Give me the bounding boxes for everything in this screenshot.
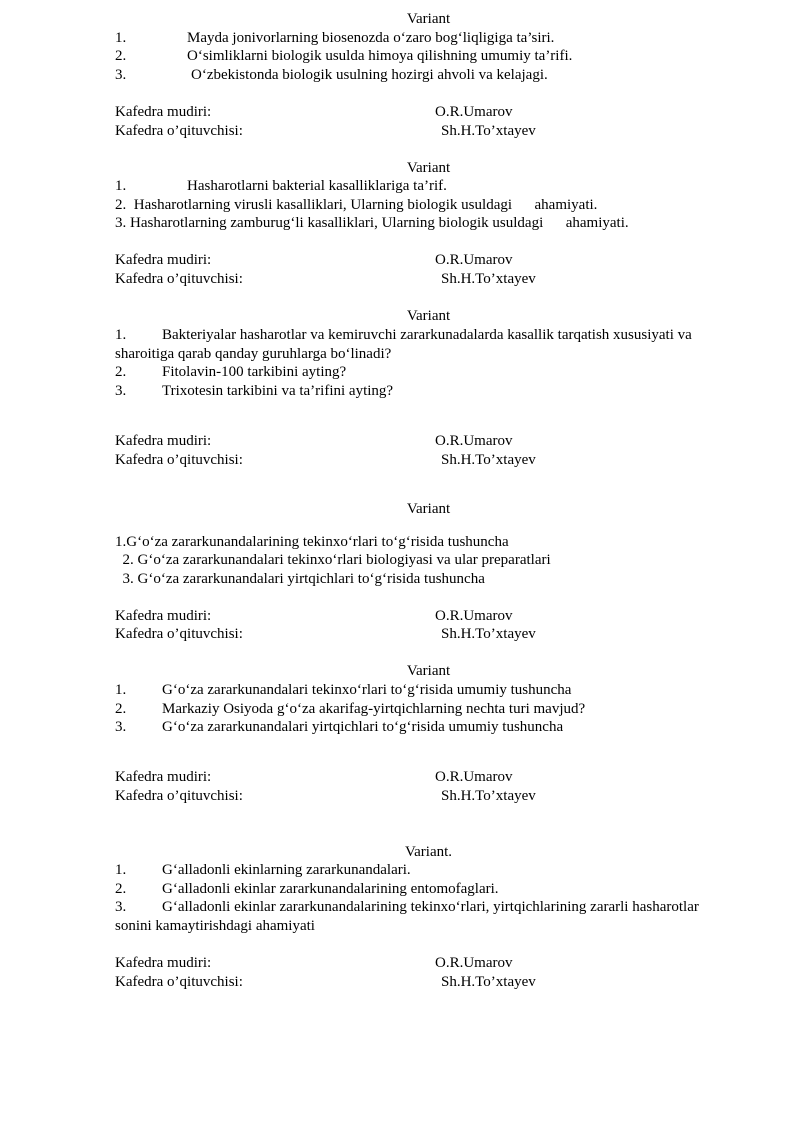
head-name: O.R.Umarov <box>435 252 513 268</box>
item-number: 2. <box>115 881 127 897</box>
head-label: Kafedra mudiri: <box>115 608 212 624</box>
teacher-label: Kafedra o’qituvchisi: <box>115 974 243 990</box>
variant-title: Variant <box>406 11 451 27</box>
teacher-name: Sh.H.To’xtayev <box>441 271 536 287</box>
item-line: 2. Hasharotlarning virusli kasalliklari, Ularning biologik usuldagi ahamiyati. <box>115 197 598 213</box>
item-text: Mayda jonivorlarning biosenozda o‘zaro bog‘liqligiga ta’siri. <box>187 30 555 46</box>
item-text: Markaziy Osiyoda g‘o‘za akarifag-yirtqichlarning nechta turi mavjud? <box>162 701 586 717</box>
teacher-name: Sh.H.To’xtayev <box>441 626 536 642</box>
teacher-label: Kafedra o’qituvchisi: <box>115 626 243 642</box>
head-label: Kafedra mudiri: <box>115 769 212 785</box>
teacher-label: Kafedra o’qituvchisi: <box>115 271 243 287</box>
variant-title: Variant <box>406 160 451 176</box>
item-text: Hasharotlarni bakterial kasalliklariga ta’rif. <box>187 178 447 194</box>
variant-title: Variant <box>406 501 451 517</box>
item-number: 1. <box>115 862 127 878</box>
head-name: O.R.Umarov <box>435 769 513 785</box>
variant-title: Variant. <box>404 844 453 860</box>
head-name: O.R.Umarov <box>435 433 513 449</box>
item-text: G‘o‘za zararkunandalari yirtqichlari to‘g‘risida umumiy tushuncha <box>162 719 564 735</box>
head-label: Kafedra mudiri: <box>115 433 212 449</box>
teacher-name: Sh.H.To’xtayev <box>441 974 536 990</box>
item-text: G‘alladonli ekinlar zararkunandalarining entomofaglari. <box>162 881 499 897</box>
item-text-continued: sonini kamaytirishdagi ahamiyati <box>115 918 315 934</box>
head-label: Kafedra mudiri: <box>115 104 212 120</box>
variant-title: Variant <box>406 663 451 679</box>
item-text-continued: sharoitiga qarab qanday guruhlarga bo‘linadi? <box>115 346 392 362</box>
item-text: Fitolavin-100 tarkibini ayting? <box>162 364 347 380</box>
teacher-name: Sh.H.To’xtayev <box>441 452 536 468</box>
item-number: 1. <box>115 327 127 343</box>
teacher-name: Sh.H.To’xtayev <box>441 123 536 139</box>
item-number: 1. <box>115 682 127 698</box>
teacher-name: Sh.H.To’xtayev <box>441 788 536 804</box>
head-name: O.R.Umarov <box>435 104 513 120</box>
item-text: Bakteriyalar hasharotlar va kemiruvchi zararkunadalarda kasallik tarqatish xususiyati va <box>162 327 692 343</box>
head-label: Kafedra mudiri: <box>115 955 212 971</box>
item-number: 2. <box>115 48 127 64</box>
item-number: 1. <box>115 30 127 46</box>
item-number: 1. <box>115 178 127 194</box>
item-number: 3. <box>115 67 127 83</box>
item-number: 2. <box>115 701 127 717</box>
item-line: 1.G‘o‘za zararkunandalarining tekinxo‘rlari to‘g‘risida tushuncha <box>115 534 509 550</box>
teacher-label: Kafedra o’qituvchisi: <box>115 123 243 139</box>
item-number: 3. <box>115 899 127 915</box>
teacher-label: Kafedra o’qituvchisi: <box>115 452 243 468</box>
item-line: 2. G‘o‘za zararkunandalari tekinxo‘rlari biologiyasi va ular preparatlari <box>115 552 551 568</box>
item-text: O‘zbekistonda biologik usulning hozirgi ahvoli va kelajagi. <box>191 67 548 83</box>
item-text: O‘simliklarni biologik usulda himoya qilishning umumiy ta’rifi. <box>187 48 573 64</box>
item-number: 2. <box>115 364 127 380</box>
teacher-label: Kafedra o’qituvchisi: <box>115 788 243 804</box>
head-name: O.R.Umarov <box>435 608 513 624</box>
item-line: 3. Hasharotlarning zamburug‘li kasalliklari, Ularning biologik usuldagi ahamiyati. <box>115 215 629 231</box>
item-line: 3. G‘o‘za zararkunandalari yirtqichlari to‘g‘risida tushuncha <box>115 571 485 587</box>
item-number: 3. <box>115 383 127 399</box>
item-number: 3. <box>115 719 127 735</box>
item-text: G‘alladonli ekinlarning zararkunandalari. <box>162 862 411 878</box>
item-text: G‘alladonli ekinlar zararkunandalarining tekinxo‘rlari, yirtqichlarining zararli hasharotlar <box>162 899 699 915</box>
item-text: Trixotesin tarkibini va ta’rifini ayting? <box>162 383 394 399</box>
head-name: O.R.Umarov <box>435 955 513 971</box>
head-label: Kafedra mudiri: <box>115 252 212 268</box>
variant-title: Variant <box>406 308 451 324</box>
item-text: G‘o‘za zararkunandalari tekinxo‘rlari to‘g‘risida umumiy tushuncha <box>162 682 572 698</box>
